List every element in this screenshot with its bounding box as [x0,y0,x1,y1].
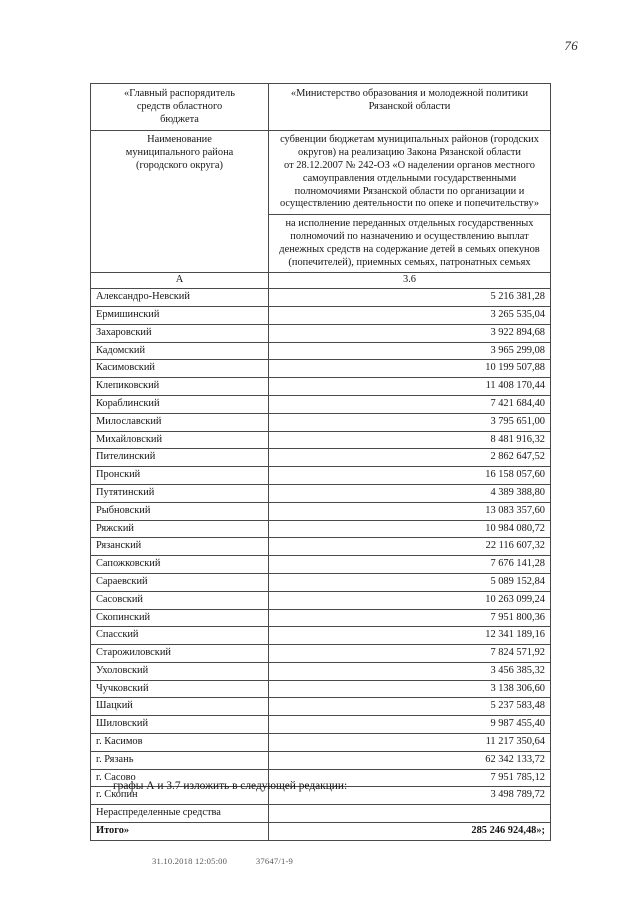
table-row [91,484,551,502]
row-amount-value: 3 498 789,72 [269,787,551,805]
table-row [91,698,551,716]
table-header-row-sub-1 [91,131,551,215]
row-municipality-name: Кадомский [91,342,269,360]
table-row [91,502,551,520]
table-row [91,645,551,663]
row-municipality-name: Кораблинский [91,395,269,413]
row-municipality-name: Рязанский [91,538,269,556]
row-amount-value: 16 158 057,60 [269,467,551,485]
row-amount-value: 7 951 785,12 [269,769,551,787]
header-line: (городского округа) [136,159,223,171]
table-row [91,306,551,324]
table-row [91,751,551,769]
row-municipality-name: Сапожковский [91,556,269,574]
row-municipality-name: Клепиковский [91,378,269,396]
row-amount-value: 10 199 507,88 [269,360,551,378]
row-municipality-name: Сасовский [91,591,269,609]
header-line: муниципального района [125,147,234,159]
header-line: Рязанской области [368,100,451,112]
after-table-paragraph: графы А и 3.7 изложить в следующей редакции: [113,780,348,792]
row-amount-value: 3 265 535,04 [269,306,551,324]
row-municipality-name: Пителинский [91,449,269,467]
table-row [91,395,551,413]
header-line: денежных средств на содержание детей в семьях опекунов [279,243,540,255]
page-number: 76 [564,38,578,53]
total-value: 285 246 924,48»; [269,823,551,841]
row-municipality-name: Сараевский [91,573,269,591]
footer-doc-code: 37647/1-9 [255,856,294,866]
row-municipality-name: Путятинский [91,484,269,502]
header-line: (попечителей), приемных семьях, патронатных семьях [288,256,531,268]
row-municipality-name: Чучковский [91,680,269,698]
table-row [91,467,551,485]
header-cell-municipality-name [91,131,269,273]
row-amount-value: 8 481 916,32 [269,431,551,449]
table-row [91,556,551,574]
table-row [91,680,551,698]
row-amount-value: 3 456 385,32 [269,662,551,680]
row-amount-value: 62 342 133,72 [269,751,551,769]
row-amount-value: 5 237 583,48 [269,698,551,716]
table-row [91,573,551,591]
budget-table-total [91,823,551,841]
row-municipality-name: Старожиловский [91,645,269,663]
row-amount-value: 2 862 647,52 [269,449,551,467]
header-line: самоуправления отдельными государственными [302,172,517,184]
row-amount-value: 3 795 651,00 [269,413,551,431]
row-amount-value: 7 824 571,92 [269,645,551,663]
header-line: полномочиями Рязанской области по организации и [294,185,525,197]
row-amount-value: 11 217 350,64 [269,734,551,752]
header-line: полномочий по назначению и осуществлению выплат [290,230,529,242]
row-amount-value: 11 408 170,44 [269,378,551,396]
table-row [91,289,551,307]
row-amount-value: 9 987 455,40 [269,716,551,734]
row-municipality-name: г. Касимов [91,734,269,752]
row-municipality-name: Ухоловский [91,662,269,680]
table-row [91,538,551,556]
row-municipality-name: Спасский [91,627,269,645]
row-municipality-name: Милославский [91,413,269,431]
row-amount-value: 5 089 152,84 [269,573,551,591]
row-amount-value [269,805,551,823]
row-amount-value: 22 116 607,32 [269,538,551,556]
row-amount-value: 10 984 080,72 [269,520,551,538]
table-column-code-row [91,273,551,289]
column-code-left: А [91,273,269,289]
row-municipality-name: г. Рязань [91,751,269,769]
row-municipality-name: Александро-Невский [91,289,269,307]
table-row [91,413,551,431]
row-municipality-name: Шацкий [91,698,269,716]
row-amount-value: 5 216 381,28 [269,289,551,307]
total-label: Итого» [91,823,269,841]
row-municipality-name: Ермишинский [91,306,269,324]
table-row [91,360,551,378]
row-municipality-name: Шиловский [91,716,269,734]
table-row [91,324,551,342]
row-municipality-name: г. Скопин [91,787,269,805]
table-row [91,431,551,449]
row-amount-value: 7 676 141,28 [269,556,551,574]
table-row [91,609,551,627]
budget-table-container [90,83,550,841]
header-cell-payment-description [269,215,551,273]
row-amount-value: 13 083 357,60 [269,502,551,520]
table-row [91,716,551,734]
header-line: средств областного [136,100,223,112]
row-amount-value: 7 951 800,36 [269,609,551,627]
row-amount-value: 3 922 894,68 [269,324,551,342]
table-header-row-main [91,84,551,131]
header-cell-subvention-description [269,131,551,215]
header-line: субвенции бюджетам муниципальных районов (городских [280,134,539,146]
header-line: от 28.12.2007 № 242-ОЗ «О наделении органов местного [284,159,535,171]
row-municipality-name: Михайловский [91,431,269,449]
row-amount-value: 3 138 306,60 [269,680,551,698]
budget-table-body [91,84,551,289]
table-row [91,449,551,467]
row-municipality-name: Касимовский [91,360,269,378]
row-amount-value: 3 965 299,08 [269,342,551,360]
budget-table-rows [91,289,551,823]
table-row [91,378,551,396]
row-amount-value: 4 389 388,80 [269,484,551,502]
footer-metadata [152,856,293,866]
header-line: «Министерство образования и молодежной политики [290,88,529,99]
header-line: «Главный распорядитель [124,88,235,99]
row-municipality-name: Скопинский [91,609,269,627]
table-row [91,342,551,360]
row-municipality-name: Ряжский [91,520,269,538]
table-row-total [91,823,551,841]
row-municipality-name: Нераспределенные средства [91,805,269,823]
header-line: Наименование [147,134,212,146]
row-municipality-name: Рыбновский [91,502,269,520]
table-row [91,662,551,680]
header-cell-ministry [269,84,551,131]
table-row [91,591,551,609]
budget-table [90,83,551,841]
column-code-right: 3.6 [269,273,551,289]
row-amount-value: 12 341 189,16 [269,627,551,645]
header-line: округов) на реализацию Закона Рязанской области [298,147,521,159]
table-row [91,520,551,538]
footer-timestamp: 31.10.2018 12:05:00 [152,856,228,866]
row-municipality-name: Пронский [91,467,269,485]
header-cell-distributor [91,84,269,131]
header-line: осуществлению деятельности по опеке и попечительству» [279,198,540,210]
table-row [91,627,551,645]
row-amount-value: 7 421 684,40 [269,395,551,413]
table-row [91,805,551,823]
row-municipality-name: Захаровский [91,324,269,342]
row-amount-value: 10 263 099,24 [269,591,551,609]
row-municipality-name: г. Сасово [91,769,269,787]
table-row [91,734,551,752]
header-line: бюджета [160,113,199,125]
header-line: на исполнение переданных отдельных государственных [285,218,534,230]
